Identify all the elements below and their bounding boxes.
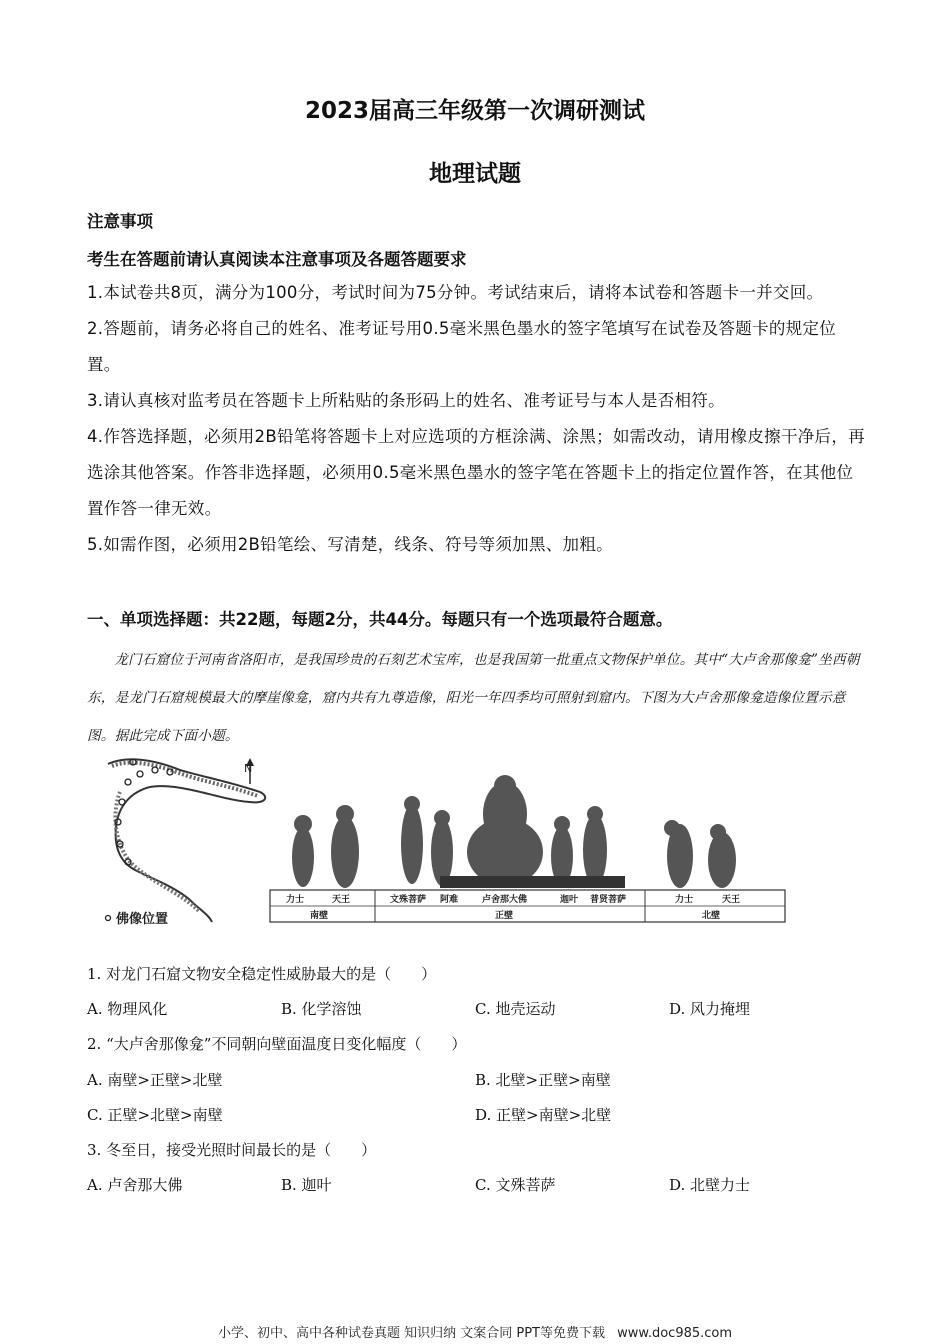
- statue-position-dot: [125, 779, 131, 785]
- section-heading: 一、单项选择题：共22题，每题2分，共44分。每题只有一个选项最符合题意。: [87, 610, 673, 629]
- wall-label: 南壁: [310, 911, 329, 921]
- question-option: A. 卢舍那大佛: [87, 1176, 183, 1194]
- notice-heading: 注意事项: [87, 212, 153, 231]
- cliff-outline: [108, 759, 265, 922]
- statue-position-dot: [119, 799, 125, 805]
- statue-position-dot: [137, 771, 143, 777]
- footer: [0, 1322, 950, 1341]
- legend-dot: [106, 916, 111, 921]
- statue-label: 迦叶: [560, 895, 579, 905]
- statue-silhouette: [431, 818, 453, 886]
- statue-silhouette: [331, 816, 359, 888]
- question-option: C. 地壳运动: [475, 1000, 556, 1018]
- page-subtitle: 地理试题: [429, 161, 521, 187]
- question-option: B. 北壁>正壁>南壁: [475, 1071, 611, 1089]
- statue-label: 天王: [722, 895, 741, 905]
- statue-position-dot: [152, 767, 158, 773]
- question-option: C. 正壁>北壁>南壁: [87, 1106, 223, 1124]
- notice-intro: 考生在答题前请认真阅读本注意事项及各题答题要求: [87, 250, 467, 269]
- question-stem: 1. 对龙门石窟文物安全稳定性威胁最大的是（ ）: [87, 965, 437, 983]
- statue-silhouette: [583, 814, 607, 886]
- notice-item: 1.本试卷共8页，满分为100分，考试时间为75分钟。考试结束后，请将本试卷和答题卡一并交回。: [87, 283, 824, 302]
- statue-label: 力士: [286, 895, 305, 905]
- question-stem: 2. “大卢舍那像龛”不同朝向壁面温度日变化幅度（ ）: [87, 1035, 467, 1053]
- legend-label: 佛像位置: [116, 912, 169, 927]
- statue-silhouette: [401, 804, 423, 884]
- question-option: B. 化学溶蚀: [281, 1000, 362, 1018]
- question-option: D. 北壁力士: [669, 1176, 751, 1194]
- north-label: N: [244, 762, 253, 775]
- statue-label: 天王: [332, 895, 351, 905]
- question-option: D. 风力掩埋: [669, 1000, 751, 1018]
- notice-item: 5.如需作图，必须用2B铅笔绘、写清楚，线条、符号等须加黑、加粗。: [87, 535, 613, 554]
- statues-illustration: [292, 775, 736, 888]
- question-option: B. 迦叶: [281, 1176, 332, 1194]
- figure-svg: [100, 752, 790, 932]
- notice-item: 2.答题前，请务必将自己的姓名、准考证号用0.5毫米黑色墨水的签字笔填写在试卷及答题卡的规定位置。: [87, 319, 837, 374]
- footer-site-link[interactable]: www.doc985.com: [617, 1326, 733, 1341]
- question-stem: 3. 冬至日，接受光照时间最长的是（ ）: [87, 1141, 377, 1159]
- passage: 龙门石窟位于河南省洛阳市，是我国珍贵的石刻艺术宝库，也是我国第一批重点文物保护单位。其中“大卢舍那像龛”坐西朝东，是龙门石窟规模最大的摩崖像龛，窟内共有九尊造像，阳光一年四季均可照射到窟内。下图为大卢舍那像龛造像位置示意图。据此完成下面小题。: [87, 652, 860, 744]
- question-option: A. 物理风化: [87, 1000, 168, 1018]
- statue-silhouette: [292, 827, 314, 887]
- statue-label: 普贤菩萨: [590, 895, 627, 905]
- statue-label: 阿难: [440, 895, 459, 905]
- statue-label: 文殊菩萨: [390, 895, 427, 905]
- question-option: C. 文殊菩萨: [475, 1176, 556, 1194]
- statue-silhouette: [708, 832, 736, 888]
- statue-position-figure: [100, 752, 790, 932]
- page-title: 2023届高三年级第一次调研测试: [304, 98, 645, 124]
- notice-block: [87, 207, 865, 563]
- notice-item: 3.请认真核对监考员在答题卡上所粘贴的条形码上的姓名、准考证号与本人是否相符。: [87, 391, 725, 410]
- wall-label: 北壁: [702, 911, 721, 921]
- footer-text: 小学、初中、高中各种试卷真题 知识归纳 文案合同 PPT等免费下载: [217, 1326, 605, 1341]
- question-option: D. 正壁>南壁>北壁: [475, 1106, 612, 1124]
- statue-label: 卢舍那大佛: [482, 895, 528, 905]
- notice-item: 4.作答选择题，必须用2B铅笔将答题卡上对应选项的方框涂满、涂黑；如需改动，请用橡皮擦干净后，再选涂其他答案。作答非选择题，必须用0.5毫米黑色墨水的签字笔在答题卡上的指定位置作答，在其他位置作答一律无效。: [87, 427, 865, 518]
- north-arrow-icon: [244, 758, 254, 784]
- question-option: A. 南壁>正壁>北壁: [87, 1071, 223, 1089]
- statue-label: 力士: [675, 895, 694, 905]
- wall-label: 正壁: [495, 911, 514, 921]
- label-table: [270, 890, 785, 922]
